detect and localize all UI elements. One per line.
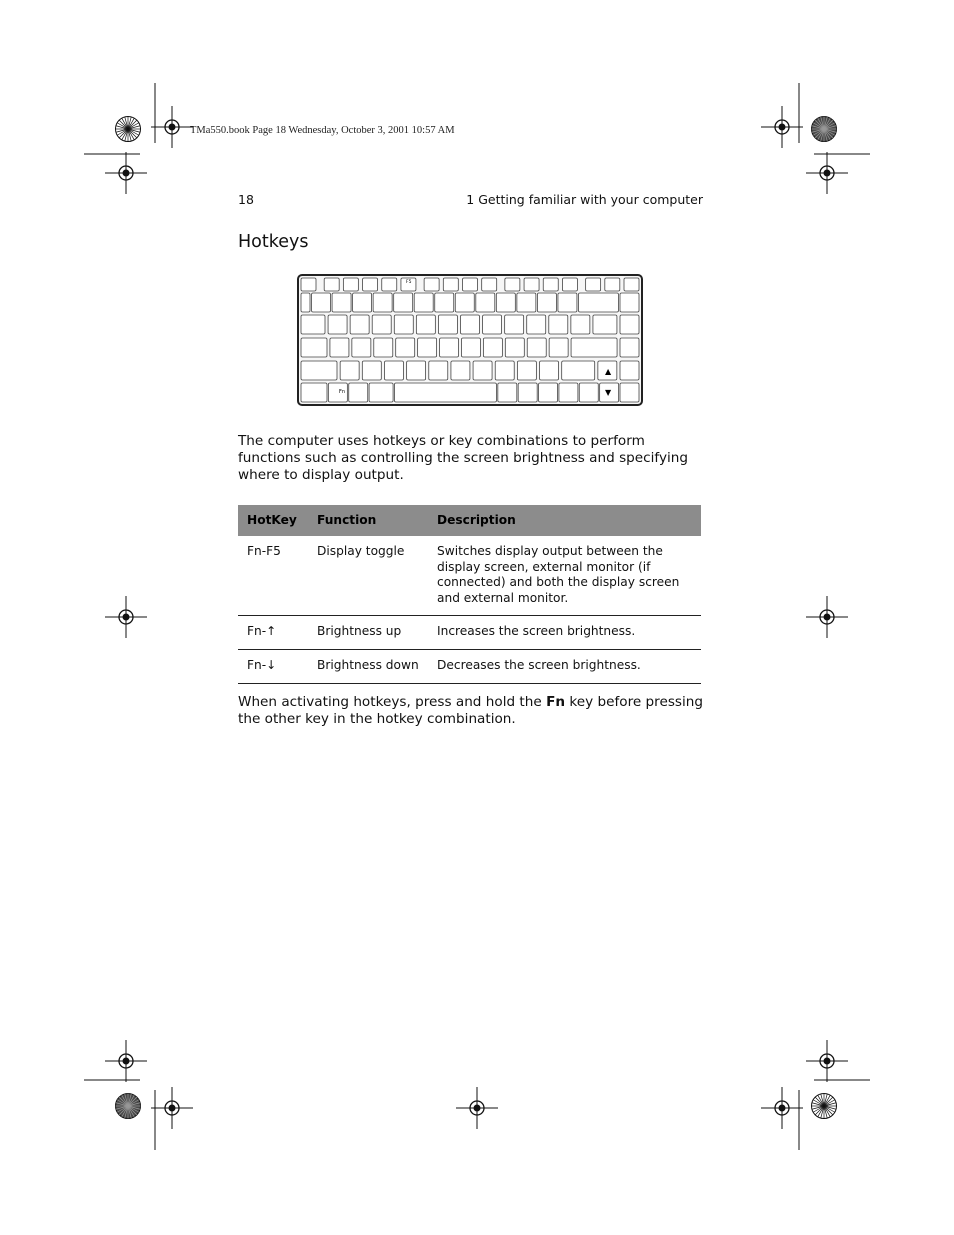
description-cell: Increases the screen brightness.: [428, 616, 701, 650]
registration-target-center: [824, 1058, 831, 1065]
keyboard-key: [461, 338, 480, 357]
keyboard-key: [301, 383, 327, 402]
keyboard-key: [476, 293, 495, 312]
table-row: [238, 649, 701, 683]
keyboard-key: [540, 361, 559, 380]
keyboard-key: [527, 338, 546, 357]
keyboard-key: [328, 315, 347, 334]
print-slug: TMa550.book Page 18 Wednesday, October 3, 2001 10:57 AM: [190, 125, 455, 136]
keyboard-key: [620, 361, 639, 380]
keyboard-key: [558, 293, 577, 312]
keyboard-key: [369, 383, 393, 402]
running-header: 1 Getting familiar with your computer: [466, 192, 703, 207]
keyboard-key: [416, 315, 435, 334]
keyboard-key: [362, 361, 381, 380]
keyboard-key: [443, 278, 458, 291]
function-cell: Brightness up: [308, 616, 428, 650]
keyboard-key: [518, 383, 537, 402]
keyboard-key: [312, 293, 331, 312]
keyboard-key: [483, 338, 502, 357]
keyboard-key: [505, 315, 524, 334]
closing-text-before: When activating hotkeys, press and hold the: [238, 694, 547, 710]
keyboard-key: [463, 278, 478, 291]
keyboard-key: [505, 338, 524, 357]
keyboard-key: [372, 315, 391, 334]
keyboard-key: [349, 383, 368, 402]
keyboard-key: [498, 383, 517, 402]
keyboard-key: [593, 315, 617, 334]
fn-key-emphasis: Fn: [546, 694, 566, 710]
keyboard-key: [578, 293, 618, 312]
keyboard-key: [301, 361, 337, 380]
hotkey-cell: Fn-↓: [238, 649, 308, 683]
keyboard-key: [549, 338, 568, 357]
keyboard-key: [624, 278, 639, 291]
function-cell: Display toggle: [308, 536, 428, 616]
keyboard-key: [418, 338, 437, 357]
keyboard-key: [407, 361, 426, 380]
keyboard-key: [562, 361, 595, 380]
keyboard-key: [414, 293, 433, 312]
hotkey-cell: Fn-F5: [238, 536, 308, 616]
keyboard-key: [455, 293, 474, 312]
keyboard-key: [586, 278, 601, 291]
header-hotkey: HotKey: [238, 505, 308, 536]
registration-target-center: [779, 1105, 786, 1112]
registration-target-center: [779, 124, 786, 131]
keyboard-key: [394, 315, 413, 334]
keyboard-key: [524, 278, 539, 291]
closing-paragraph: [238, 694, 704, 728]
table-header-row: [238, 505, 701, 536]
keyboard-key: [620, 315, 639, 334]
keyboard-key: [394, 383, 496, 402]
keyboard-key: [517, 361, 536, 380]
keyboard-key: [579, 383, 598, 402]
keyboard-key: [353, 293, 372, 312]
keyboard-key: [340, 361, 359, 380]
keyboard-key: [495, 361, 514, 380]
down-arrow-key-glyph: ▼: [605, 388, 612, 397]
keyboard-key: [620, 383, 639, 402]
function-cell: Brightness down: [308, 649, 428, 683]
keyboard-key: [517, 293, 536, 312]
keyboard-key: [373, 293, 392, 312]
registration-target-center: [169, 1105, 176, 1112]
table-row: [238, 616, 701, 650]
hotkey-cell: Fn-↑: [238, 616, 308, 650]
keyboard-key: [363, 278, 378, 291]
keyboard-key: [374, 338, 393, 357]
keyboard-key: [424, 278, 439, 291]
keyboard-key: [330, 338, 349, 357]
keyboard-key: [301, 278, 316, 291]
keyboard-key: [382, 278, 397, 291]
keyboard-key: [438, 315, 457, 334]
keyboard-key: [332, 293, 351, 312]
keyboard-key: [496, 293, 515, 312]
keyboard-key: [396, 338, 415, 357]
keyboard-key: [461, 315, 480, 334]
registration-target-center: [474, 1105, 481, 1112]
keyboard-key: [343, 278, 358, 291]
keyboard-key: [324, 278, 339, 291]
keyboard-key: [559, 383, 578, 402]
keyboard-key: [394, 293, 413, 312]
keyboard-key: [301, 315, 325, 334]
keyboard-illustration: [296, 273, 644, 409]
keyboard-key: [350, 315, 369, 334]
keyboard-key: [301, 338, 327, 357]
header-function: Function: [308, 505, 428, 536]
keyboard-key: [543, 278, 558, 291]
keyboard-key: [620, 293, 639, 312]
keyboard-key: [440, 338, 459, 357]
registration-target-center: [123, 170, 130, 177]
section-heading: Hotkeys: [238, 232, 309, 252]
keyboard-key: [429, 361, 448, 380]
keyboard-key: [539, 383, 558, 402]
hotkeys-table: [238, 505, 701, 684]
keyboard-key: [605, 278, 620, 291]
keyboard-key: [352, 338, 371, 357]
description-cell: Decreases the screen brightness.: [428, 649, 701, 683]
registration-target-center: [824, 170, 831, 177]
keyboard-key: [549, 315, 568, 334]
keyboard-key: [483, 315, 502, 334]
intro-paragraph: The computer uses hotkeys or key combinations to perform functions such as controlling the screen brightness and specifying where to display output.: [238, 433, 689, 484]
registration-target-center: [169, 124, 176, 131]
registration-target-center: [123, 614, 130, 621]
f5-key-label: F5: [406, 280, 412, 285]
table-row: [238, 536, 701, 616]
up-arrow-key-glyph: ▲: [605, 367, 612, 376]
keyboard-key: [435, 293, 454, 312]
fn-key-label: Fn: [339, 389, 346, 395]
keyboard-key: [384, 361, 403, 380]
keyboard-key: [571, 315, 590, 334]
keyboard-key: [537, 293, 556, 312]
keyboard-key: [571, 338, 617, 357]
page-number: 18: [238, 192, 254, 207]
keyboard-key: [620, 338, 639, 357]
keyboard-key: [482, 278, 497, 291]
keyboard-key: [451, 361, 470, 380]
keyboard-key: [301, 293, 310, 312]
registration-target-center: [824, 614, 831, 621]
keyboard-key: [527, 315, 546, 334]
keyboard-key: [505, 278, 520, 291]
closing-text-after: key before pressing the other key in the hotkey combination.: [238, 694, 704, 728]
header-description: Description: [428, 505, 701, 536]
keyboard-key: [562, 278, 577, 291]
description-cell: Switches display output between the display screen, external monitor (if connected) and both the display screen and external monitor.: [428, 536, 701, 616]
registration-target-center: [123, 1058, 130, 1065]
keyboard-key: [473, 361, 492, 380]
